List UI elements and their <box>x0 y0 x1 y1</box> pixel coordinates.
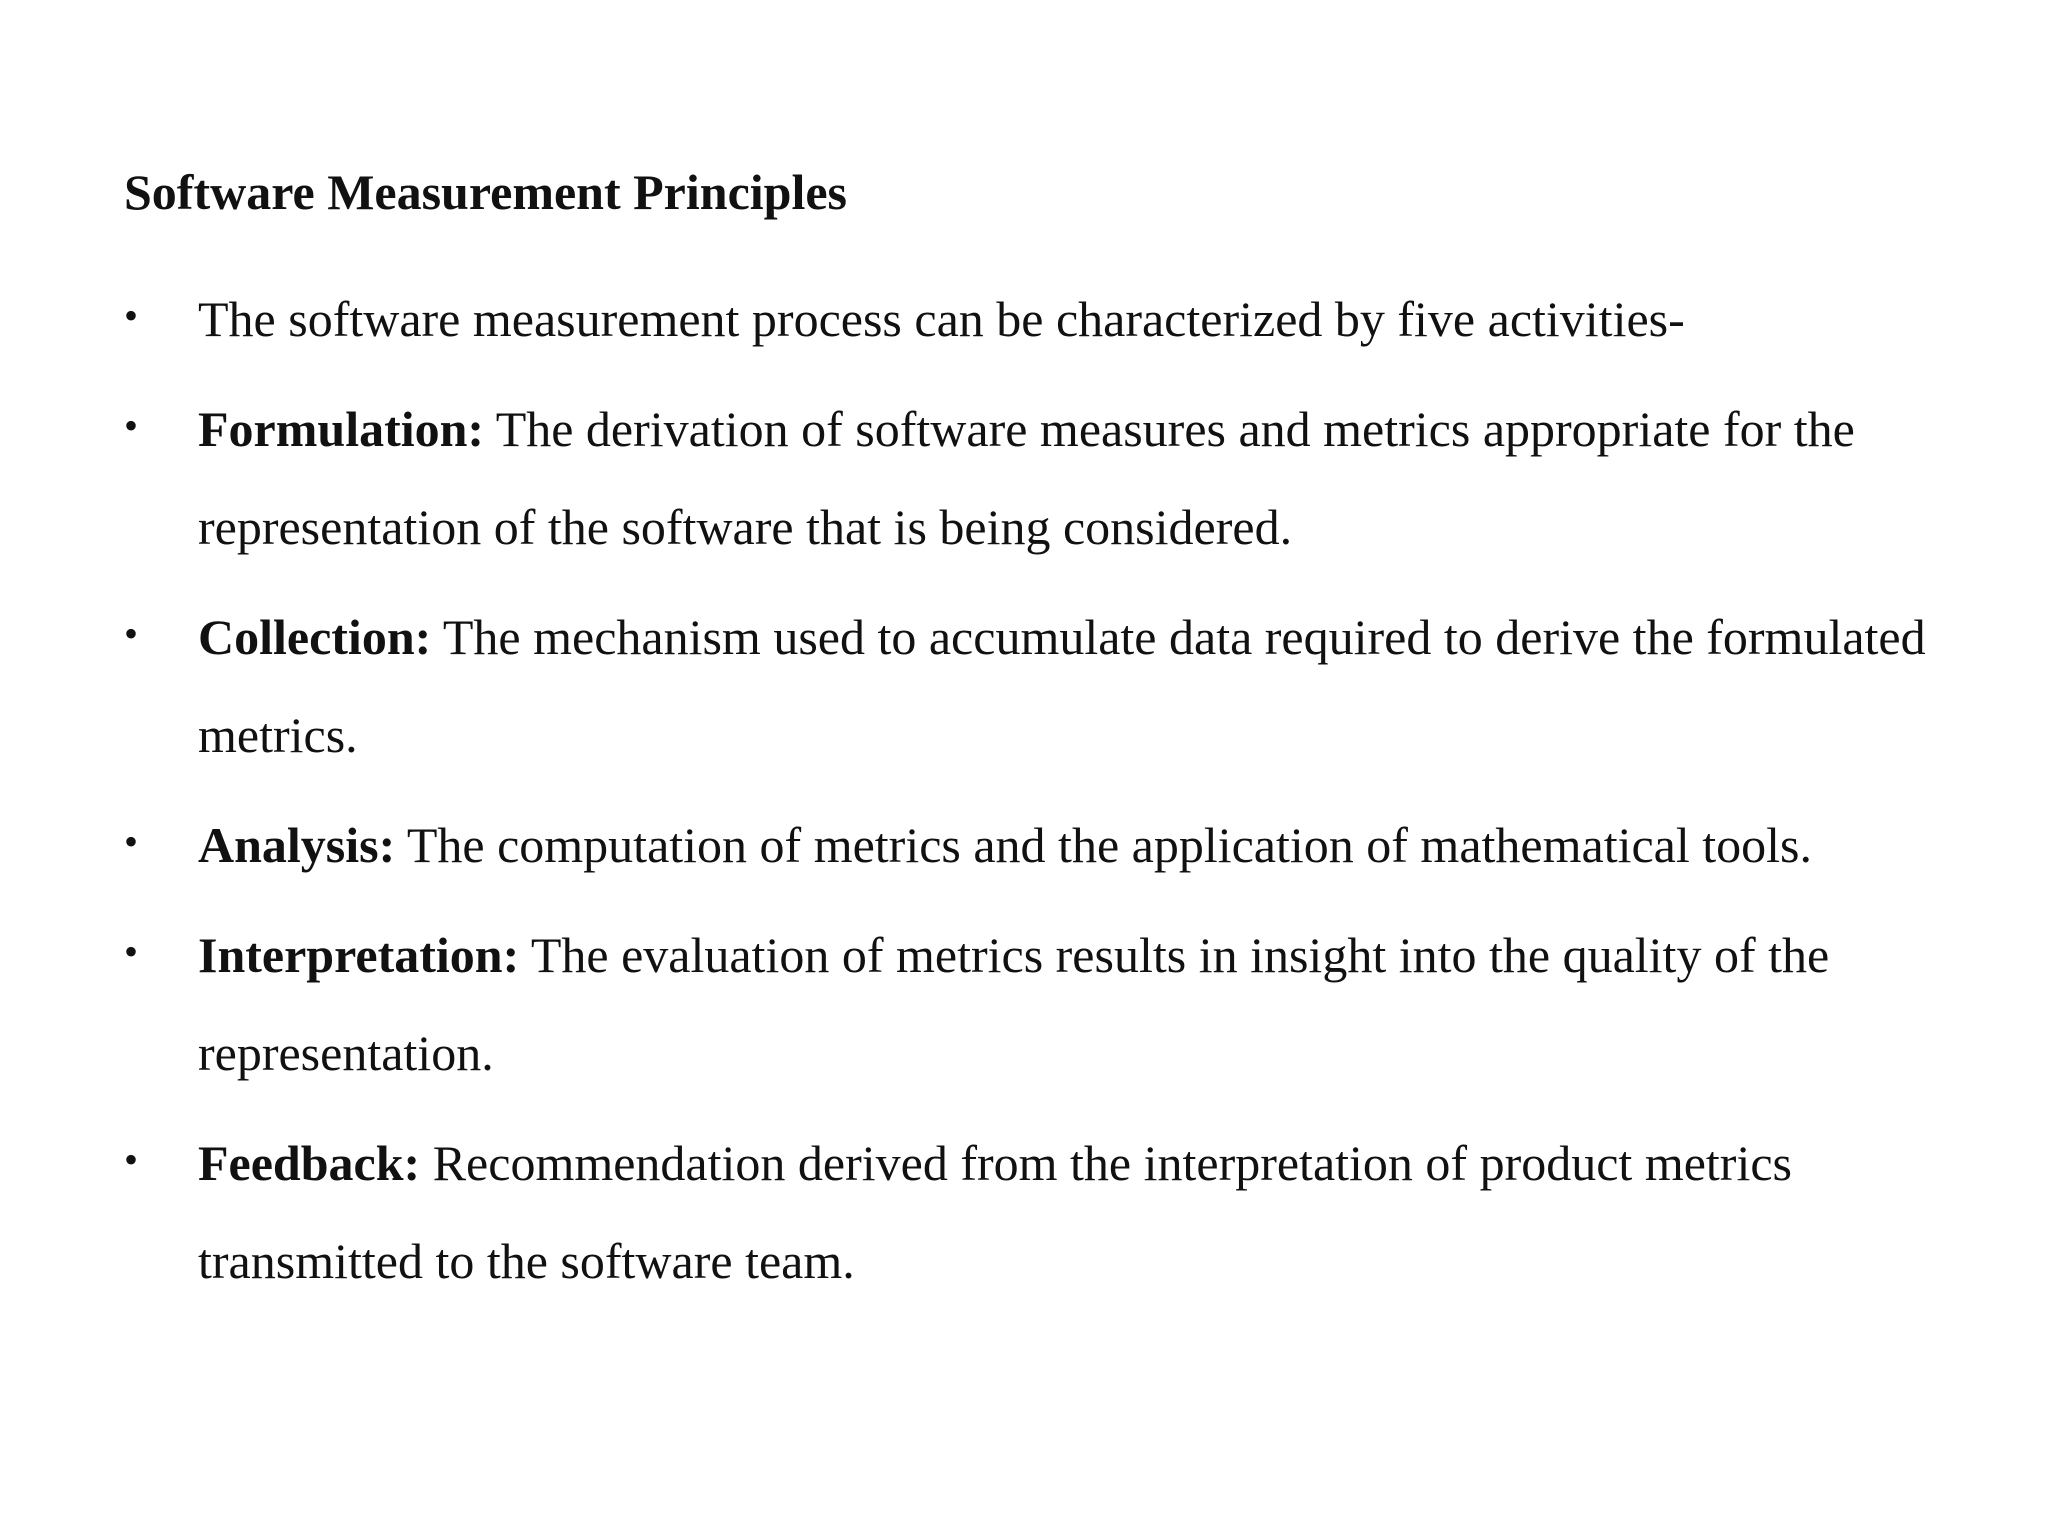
bullet-icon: • <box>124 929 139 974</box>
bullet-term: Formulation: <box>198 401 485 457</box>
bullet-term: Interpretation: <box>198 927 520 983</box>
bullet-item-interpretation <box>124 906 2004 1102</box>
bullet-item-intro <box>124 270 2004 368</box>
bullet-term: Collection: <box>198 609 432 665</box>
bullet-icon: • <box>124 293 139 338</box>
bullet-icon: • <box>124 403 139 448</box>
bullet-term: Analysis: <box>198 817 396 873</box>
bullet-item-collection <box>124 588 2004 784</box>
bullet-text: Recommendation derived from the interpretation of product metrics transmitted to the software team. <box>198 1135 1792 1289</box>
bullet-term: Feedback: <box>198 1135 421 1191</box>
bullet-text: The derivation of software measures and metrics appropriate for the representation of the software that is being considered. <box>198 401 1855 555</box>
bullet-text: The evaluation of metrics results in insight into the quality of the representation. <box>198 927 1830 1081</box>
bullet-list <box>124 270 2004 1322</box>
bullet-text: The computation of metrics and the application of mathematical tools. <box>395 817 1812 873</box>
bullet-item-feedback <box>124 1114 2004 1310</box>
bullet-text: The software measurement process can be characterized by five activities- <box>198 291 1685 347</box>
page-title: Software Measurement Principles <box>124 164 847 220</box>
bullet-item-formulation <box>124 380 2004 576</box>
bullet-text: The mechanism used to accumulate data required to derive the formulated metrics. <box>198 609 1926 763</box>
bullet-item-analysis <box>124 796 2004 894</box>
bullet-icon: • <box>124 819 139 864</box>
bullet-icon: • <box>124 1137 139 1182</box>
bullet-icon: • <box>124 611 139 656</box>
